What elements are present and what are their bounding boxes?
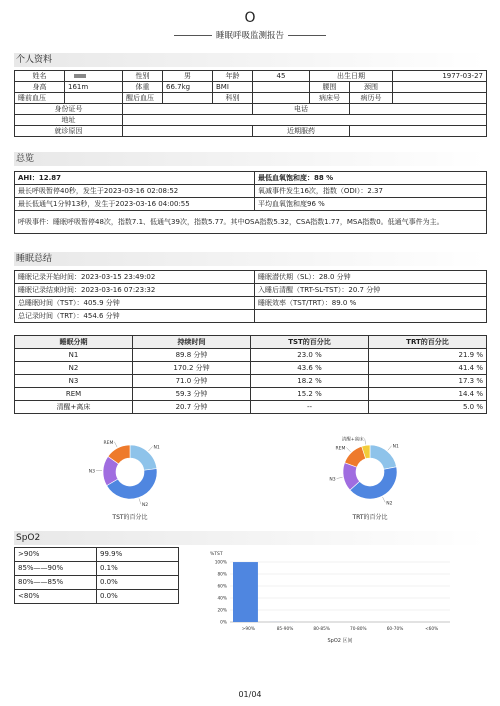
table-row <box>15 576 179 590</box>
meds-label: 近期服药 <box>253 126 350 137</box>
sleep-efficiency: 睡眠效率（TST/TRT）：89.0 % <box>255 297 487 310</box>
section-overview: 总览 <box>14 152 486 166</box>
spo2-table <box>14 547 179 604</box>
stage-name: N2 <box>15 362 133 375</box>
waist-label: 腰围 <box>310 82 350 93</box>
age-label: 年龄 <box>213 71 253 82</box>
stage-tst: 43.6 % <box>251 362 369 375</box>
bp-after-value <box>163 93 213 104</box>
table-row <box>15 401 487 414</box>
y-tick-label: 40% <box>217 596 227 602</box>
stage-header-stage: 睡眠分期 <box>15 336 133 349</box>
section-spo2: SpO2 <box>14 531 486 545</box>
stage-tst: 15.2 % <box>251 388 369 401</box>
stage-header-tst: TST的百分比 <box>251 336 369 349</box>
personal-info-table <box>14 70 487 137</box>
stage-trt: 17.3 % <box>369 375 487 388</box>
stage-duration: 89.8 分钟 <box>133 349 251 362</box>
odi-value: 氧减事件发生16次，指数（ODI）：2.37 <box>255 185 487 198</box>
y-tick-label: 60% <box>217 584 227 590</box>
report-title-text: 睡眠呼吸监测报告 <box>215 31 284 41</box>
bp-after-label: 醒后血压 <box>123 93 163 104</box>
name-label: 姓名 <box>15 71 65 82</box>
table-row <box>15 388 487 401</box>
donut-label-rem: REM <box>335 446 346 452</box>
neck-label: 颈围 <box>350 82 393 93</box>
donut-leader-rem <box>114 442 117 447</box>
donut-label-n3: N3 <box>88 469 96 475</box>
longest-hypoxia: 最长低通气1分钟13秒，发生于2023-03-16 04:00:55 <box>15 198 255 211</box>
spo2-range: 85%——90% <box>15 562 97 576</box>
phone-value <box>350 104 487 115</box>
record-label: 病历号 <box>350 93 393 104</box>
record-value <box>393 93 487 104</box>
table-row <box>15 375 487 388</box>
stage-trt: 21.9 % <box>369 349 487 362</box>
birth-value: 1977-03-27 <box>393 71 487 82</box>
weight-label: 体重 <box>123 82 163 93</box>
logo: O <box>244 10 256 26</box>
stage-tst: 18.2 % <box>251 375 369 388</box>
events-summary: 呼吸事件：睡眠呼吸暂停48次，指数7.1、低通气39次，指数5.77。其中OSA指数5.32，CSA指数1.77，MSA指数0。低通气事件为主。 <box>15 211 487 234</box>
id-value <box>123 104 253 115</box>
y-axis-label: %TST <box>210 552 223 557</box>
birth-label: 出生日期 <box>310 71 393 82</box>
donut-chart-trt <box>320 432 420 522</box>
spo2-range: <80% <box>15 590 97 604</box>
total-sleep-time: 总睡眠时间（TST）：405.9 分钟 <box>15 297 255 310</box>
donut-leader-n2 <box>139 499 141 505</box>
x-tick-label: 80-85% <box>313 627 330 632</box>
donut-leader-n1 <box>388 446 392 451</box>
sleep-latency: 睡眠潜伏期（SL）：28.0 分钟 <box>255 271 487 284</box>
donut-label-n2: N2 <box>141 503 149 509</box>
phone-label: 电话 <box>253 104 350 115</box>
x-tick-label: >90% <box>241 627 255 632</box>
record-start: 睡眠记录开始时间：2023-03-15 23:49:02 <box>15 271 255 284</box>
stage-table <box>14 335 487 414</box>
x-tick-label: <60% <box>425 627 439 632</box>
overview-table <box>14 171 487 234</box>
y-tick-label: 0% <box>220 620 227 626</box>
bp-before-label: 睡前血压 <box>15 93 65 104</box>
table-row <box>15 590 179 604</box>
donut-label-rem: REM <box>103 440 114 446</box>
name-value <box>65 71 123 82</box>
stage-name: N3 <box>15 375 133 388</box>
bed-label: 病床号 <box>310 93 350 104</box>
donut-leader-rem <box>346 448 350 452</box>
stage-duration: 20.7 分钟 <box>133 401 251 414</box>
total-record-time: 总记录时间（TRT）：454.6 分钟 <box>15 310 255 323</box>
bar <box>233 562 258 622</box>
section-summary: 睡眠总结 <box>14 252 486 266</box>
x-tick-label: 70-80% <box>350 627 367 632</box>
weight-value: 66.7kg <box>163 82 213 93</box>
donut-chart-tst <box>80 432 180 522</box>
stage-trt: 41.4 % <box>369 362 487 375</box>
bmi-label: BMI <box>213 82 253 93</box>
stage-name: REM <box>15 388 133 401</box>
longest-apnea: 最长呼吸暂停40秒，发生于2023-03-16 02:08:52 <box>15 185 255 198</box>
section-personal: 个人资料 <box>14 53 486 67</box>
stage-duration: 170.2 分钟 <box>133 362 251 375</box>
spo2-range: >90% <box>15 548 97 562</box>
y-tick-label: 100% <box>214 560 227 566</box>
height-label: 身高 <box>15 82 65 93</box>
stage-duration: 71.0 分钟 <box>133 375 251 388</box>
ahi-value: AHI：12.87 <box>15 172 255 185</box>
spo2-value: 99.9% <box>97 548 179 562</box>
stage-header-duration: 持续时间 <box>133 336 251 349</box>
height-value: 161m <box>65 82 123 93</box>
donut-caption-tst: TST的百分比 <box>112 514 148 521</box>
donut-leader-n3 <box>337 477 343 478</box>
donut-caption-trt: TRT的百分比 <box>352 514 388 521</box>
y-tick-label: 20% <box>217 608 227 614</box>
spo2-value: 0.1% <box>97 562 179 576</box>
donut-label-n1: N1 <box>153 445 160 451</box>
donut-label-n2: N2 <box>386 501 393 507</box>
reason-value <box>123 126 253 137</box>
page-number: 01/04 <box>238 690 262 699</box>
table-row <box>15 362 487 375</box>
spo2-bar-chart <box>200 544 460 644</box>
spo2-value: 0.0% <box>97 590 179 604</box>
stage-name: 清醒+离床 <box>15 401 133 414</box>
dept-label: 科别 <box>213 93 253 104</box>
age-value: 45 <box>253 71 310 82</box>
report-title <box>150 29 350 41</box>
summary-table <box>14 270 487 323</box>
x-tick-label: 60-70% <box>386 627 404 632</box>
table-row <box>15 548 179 562</box>
address-label: 地址 <box>15 115 123 126</box>
x-axis-label: SpO2 区间 <box>327 638 353 644</box>
stage-name: N1 <box>15 349 133 362</box>
donut-leader-n2 <box>383 497 386 502</box>
dept-value <box>253 93 310 104</box>
spo2-value: 0.0% <box>97 576 179 590</box>
stage-tst: 23.0 % <box>251 349 369 362</box>
id-label: 身份证号 <box>15 104 123 115</box>
waso: 入睡后清醒（TRT-SL-TST）：20.7 分钟 <box>255 284 487 297</box>
table-row <box>15 349 487 362</box>
donut-label-n3: N3 <box>329 477 336 483</box>
stage-duration: 59.3 分钟 <box>133 388 251 401</box>
donut-label-wake: 清醒+离床 <box>341 437 364 443</box>
donut-leader-n1 <box>149 446 153 451</box>
x-tick-label: 85-90% <box>276 627 294 632</box>
stage-tst: -- <box>251 401 369 414</box>
donut-leader-wake <box>365 438 366 444</box>
record-end: 睡眠记录结束时间：2023-03-16 07:23:32 <box>15 284 255 297</box>
bp-before-value <box>65 93 123 104</box>
donut-label-n1: N1 <box>392 444 399 450</box>
sex-value: 男 <box>163 71 213 82</box>
meds-value <box>350 126 487 137</box>
table-row <box>15 562 179 576</box>
sex-label: 性别 <box>123 71 163 82</box>
spo2-range: 80%——85% <box>15 576 97 590</box>
y-tick-label: 80% <box>217 572 227 578</box>
stage-trt: 14.4 % <box>369 388 487 401</box>
neck-value <box>393 82 487 93</box>
bmi-value <box>253 82 310 93</box>
address-value <box>123 115 487 126</box>
min-spo2-value: 最低血氧饱和度：88 % <box>255 172 487 185</box>
reason-label: 就诊原因 <box>15 126 123 137</box>
stage-trt: 5.0 % <box>369 401 487 414</box>
stage-header-trt: TRT的百分比 <box>369 336 487 349</box>
avg-spo2-value: 平均血氧饱和度96 % <box>255 198 487 211</box>
